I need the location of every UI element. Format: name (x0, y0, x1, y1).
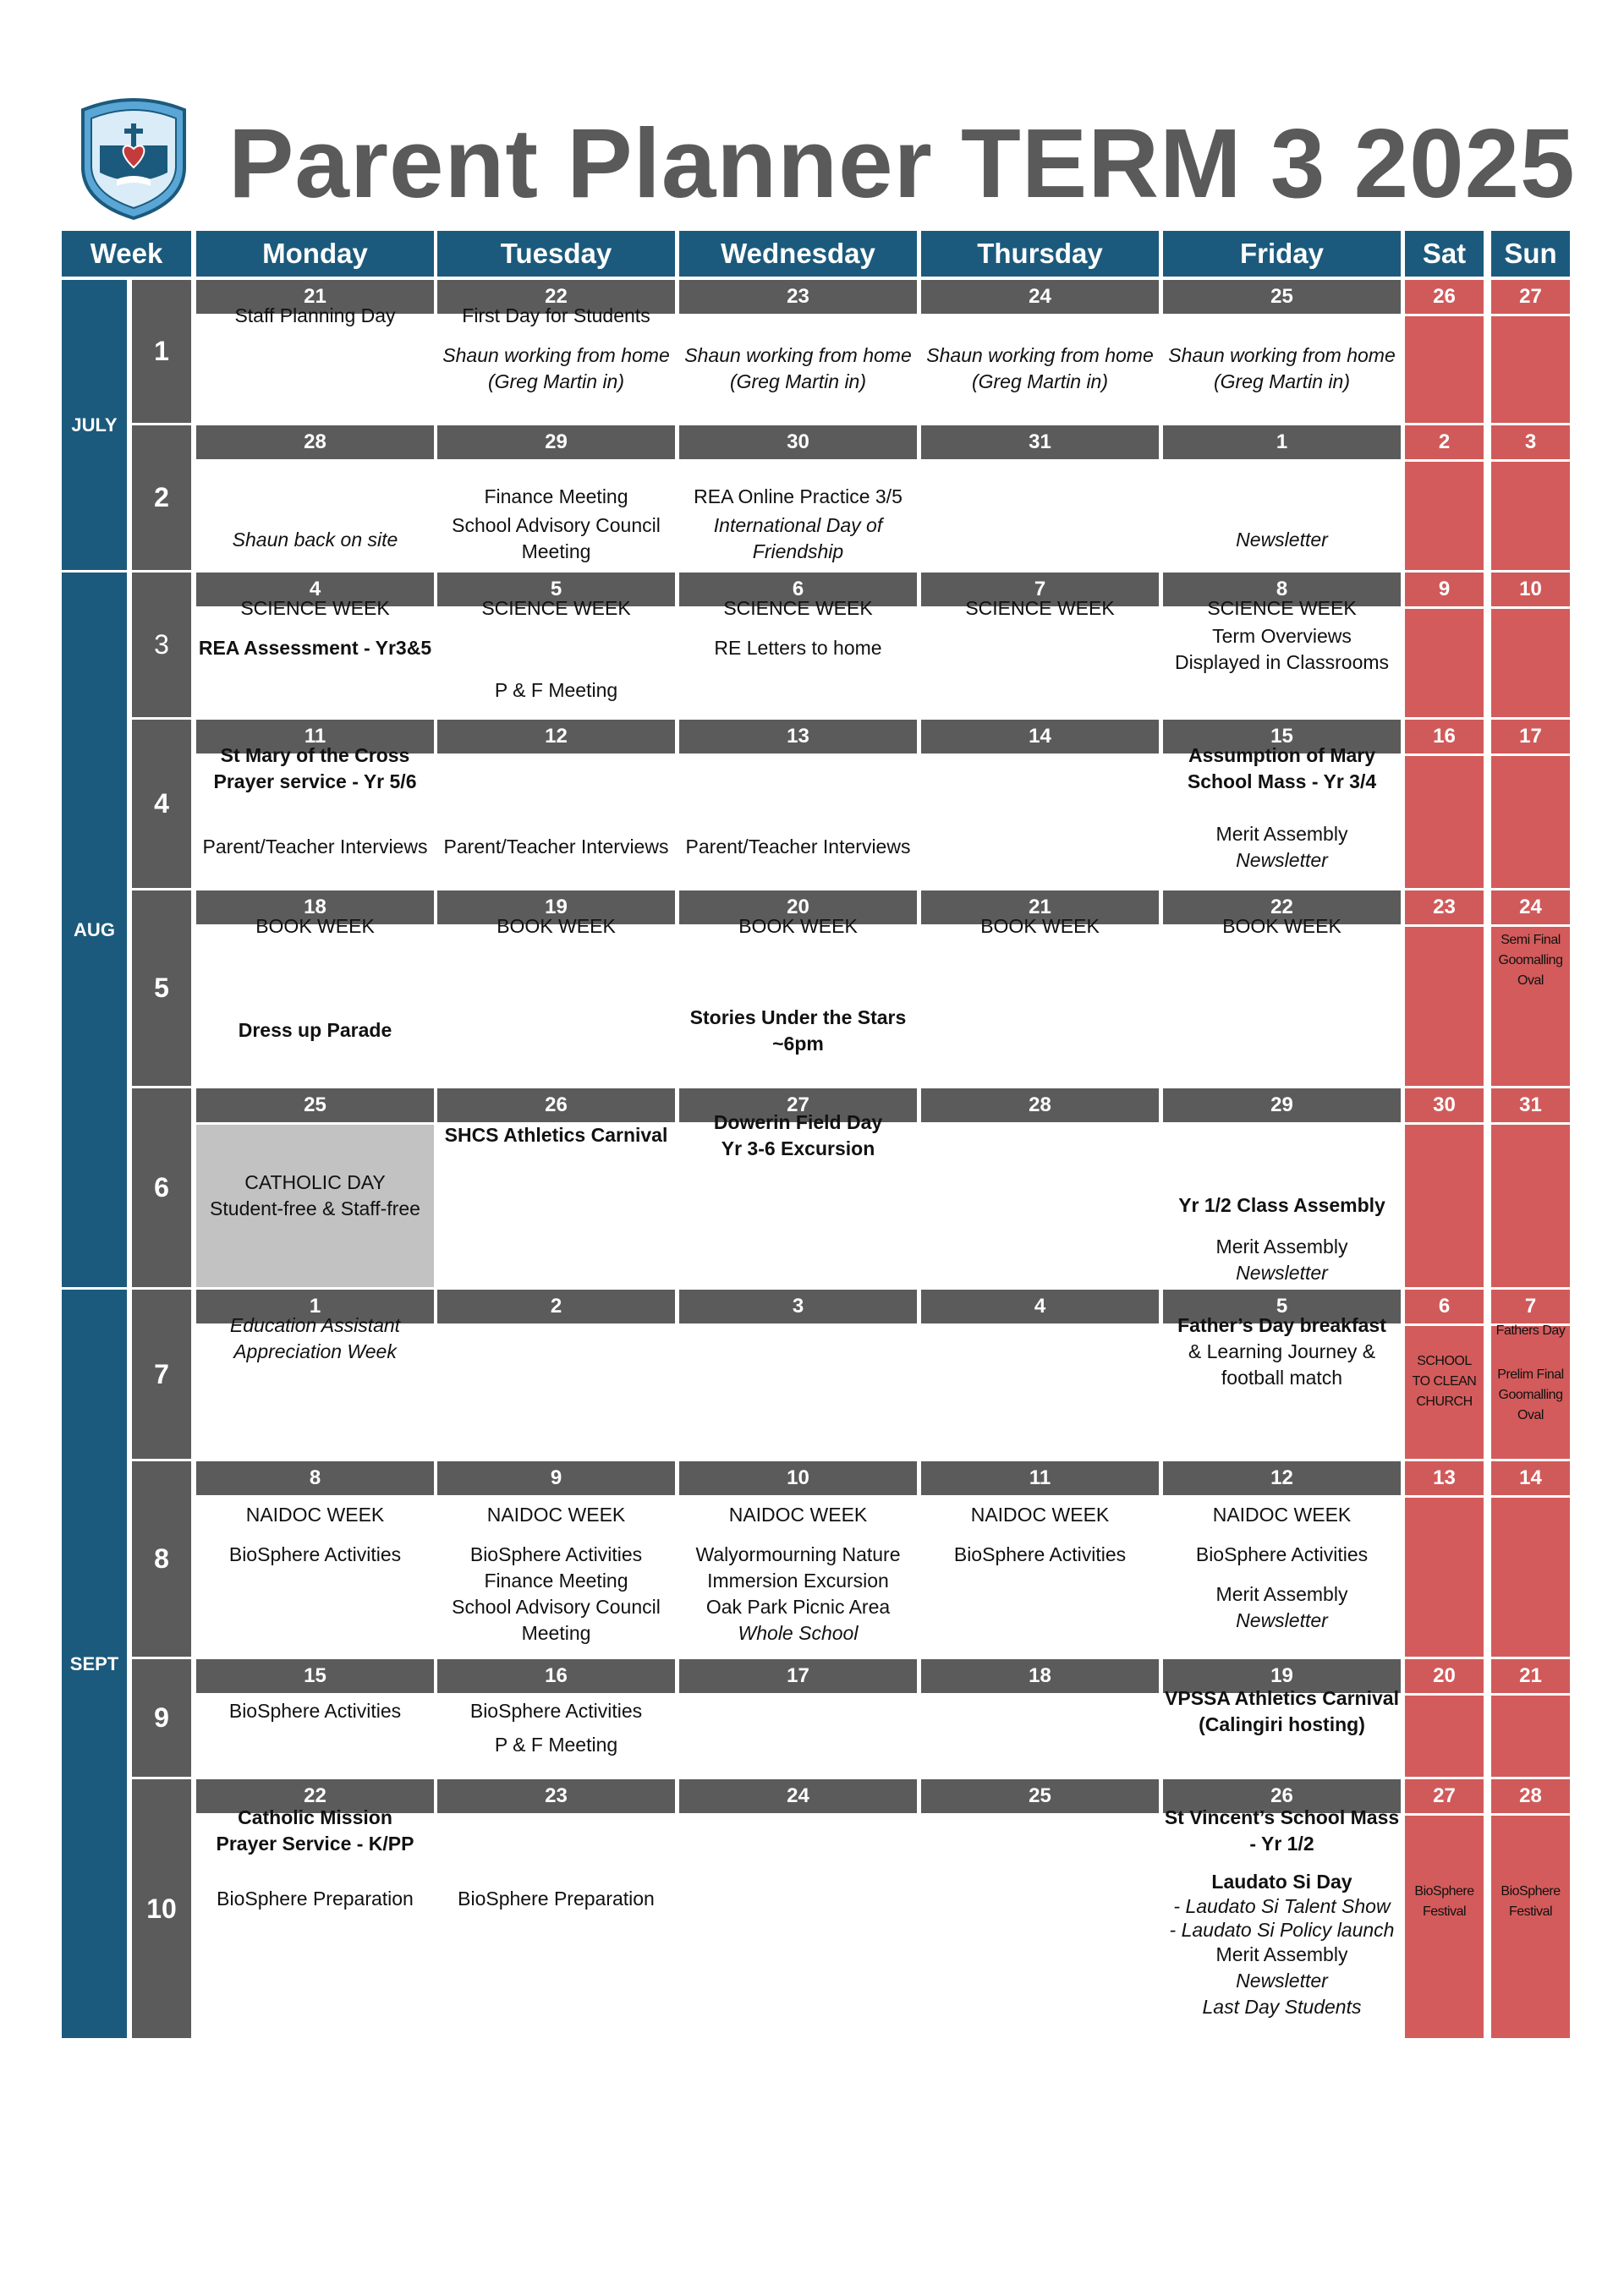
day-cell (679, 1816, 917, 2038)
day-cell (679, 1696, 917, 1777)
event-text: NAIDOC WEEK (970, 1504, 1110, 1526)
day-cell (1163, 316, 1401, 423)
event-text: NAIDOC WEEK (1212, 1504, 1352, 1526)
day-number: 26 (437, 1088, 675, 1122)
day-cell (679, 316, 917, 423)
event-text: Term Overviews (1212, 625, 1352, 647)
week-number: 1 (132, 280, 191, 423)
event-text: BioSphere Activities (228, 1543, 402, 1565)
event-text: (Calingiri hosting) (1199, 1713, 1365, 1735)
day-number: 31 (921, 425, 1159, 459)
event-text: BioSphere Activities (228, 1700, 402, 1722)
event-text: Finance Meeting (484, 1570, 628, 1592)
day-cell (437, 1326, 675, 1459)
day-number: 14 (921, 720, 1159, 753)
day-cell (196, 304, 434, 423)
day-number: 29 (1163, 1088, 1401, 1122)
event-text: & Learning Journey & (1188, 1340, 1376, 1362)
event-text: (Greg Martin in) (1213, 370, 1351, 392)
day-cell (196, 1498, 434, 1657)
day-number: 31 (1491, 1088, 1570, 1122)
event-text: (Greg Martin in) (729, 370, 867, 392)
day-cell (1163, 1806, 1401, 2038)
day-number: 22 (1163, 890, 1401, 924)
event-text: Friendship (752, 540, 844, 562)
day-number: 8 (196, 1461, 434, 1495)
event-text: Parent/Teacher Interviews (443, 836, 669, 858)
day-number: 3 (679, 1290, 917, 1323)
day-number: 27 (679, 1088, 917, 1122)
event-text: BioSphere Preparation (217, 1888, 414, 1910)
day-cell (1163, 1498, 1401, 1657)
day-cell (679, 597, 917, 717)
day-cell (921, 1696, 1159, 1777)
event-text: BioSphere Preparation (458, 1888, 655, 1910)
day-cell (196, 1696, 434, 1777)
day-number: 19 (1163, 1659, 1401, 1693)
week-number: 3 (132, 573, 191, 717)
day-number: 23 (679, 280, 917, 314)
event-text: TO CLEAN (1412, 1374, 1477, 1389)
day-number: 25 (1163, 280, 1401, 314)
event-text: - Yr 1/2 (1249, 1833, 1314, 1855)
day-number: 20 (1405, 1659, 1484, 1693)
event-text: football match (1221, 1367, 1343, 1389)
event-text: NAIDOC WEEK (245, 1504, 385, 1526)
event-text: Shaun working from home (684, 344, 912, 366)
day-cell (679, 1326, 917, 1459)
header-wednesday: Wednesday (679, 231, 917, 277)
day-number: 30 (1405, 1088, 1484, 1122)
day-number: 5 (1163, 1290, 1401, 1323)
day-number: 6 (679, 573, 917, 606)
day-number: 8 (1163, 573, 1401, 606)
event-text: BOOK WEEK (1222, 915, 1341, 937)
event-text: School Mass - Yr 3/4 (1187, 770, 1377, 792)
day-cell (1405, 1125, 1484, 1287)
event-text: Displayed in Classrooms (1174, 651, 1390, 673)
day-cell (679, 915, 917, 1086)
day-cell (1405, 927, 1484, 1086)
event-text: Merit Assembly (1215, 823, 1348, 845)
day-cell (196, 1125, 434, 1287)
day-number: 6 (1405, 1290, 1484, 1323)
day-number: 25 (921, 1779, 1159, 1813)
day-cell (1491, 316, 1570, 423)
event-text: NAIDOC WEEK (486, 1504, 626, 1526)
day-number: 24 (1491, 890, 1570, 924)
day-number: 2 (437, 1290, 675, 1323)
day-number: 28 (921, 1088, 1159, 1122)
day-cell (1405, 1326, 1484, 1459)
day-cell (1163, 1125, 1401, 1287)
day-number: 22 (437, 280, 675, 314)
day-cell (1163, 1314, 1401, 1459)
day-number: 16 (1405, 720, 1484, 753)
event-text: Prayer Service - K/PP (216, 1833, 414, 1855)
day-number: 17 (679, 1659, 917, 1693)
day-number: 13 (679, 720, 917, 753)
day-cell (1405, 1696, 1484, 1777)
day-cell (921, 1498, 1159, 1657)
event-text: RE Letters to home (714, 637, 882, 659)
day-cell (437, 462, 675, 570)
day-cell (1163, 1687, 1401, 1777)
event-text: (Greg Martin in) (971, 370, 1109, 392)
day-number: 27 (1405, 1779, 1484, 1813)
event-text: SCIENCE WEEK (1207, 597, 1357, 619)
day-number: 10 (679, 1461, 917, 1495)
week-number: 6 (132, 1088, 191, 1287)
month-label-july: JULY (62, 280, 127, 570)
page-title: Parent Planner TERM 3 2025 (228, 108, 1576, 218)
day-number: 28 (196, 425, 434, 459)
event-text: Yr 3-6 Excursion (721, 1137, 875, 1159)
day-cell (437, 1125, 675, 1287)
event-text: SCIENCE WEEK (723, 597, 873, 619)
event-text: Finance Meeting (484, 485, 628, 507)
day-number: 28 (1491, 1779, 1570, 1813)
event-text: - Laudato Si Talent Show (1173, 1895, 1391, 1917)
day-cell (679, 462, 917, 570)
event-text: Shaun working from home (442, 344, 670, 366)
day-number: 19 (437, 890, 675, 924)
event-text: SCIENCE WEEK (965, 597, 1115, 619)
day-number: 10 (1491, 573, 1570, 606)
event-text: Whole School (738, 1622, 859, 1644)
day-number: 25 (196, 1088, 434, 1122)
event-text: SCIENCE WEEK (240, 597, 390, 619)
day-number: 12 (1163, 1461, 1401, 1495)
day-number: 18 (196, 890, 434, 924)
event-text: Education Assistant (229, 1314, 401, 1336)
event-text: Yr 1/2 Class Assembly (1178, 1194, 1385, 1216)
event-text: SCHOOL (1417, 1354, 1472, 1368)
day-cell (196, 744, 434, 888)
event-text: Stories Under the Stars (689, 1006, 907, 1028)
day-number: 23 (437, 1779, 675, 1813)
day-cell (921, 316, 1159, 423)
day-number: 1 (1163, 425, 1401, 459)
day-number: 20 (679, 890, 917, 924)
event-text: Meeting (521, 540, 591, 562)
day-number: 21 (196, 280, 434, 314)
event-text: SCIENCE WEEK (481, 597, 631, 619)
event-text: ~6pm (772, 1033, 824, 1055)
event-text: VPSSA Athletics Carnival (1165, 1687, 1399, 1709)
day-cell (1491, 609, 1570, 717)
day-cell (1491, 927, 1570, 1086)
event-text: Shaun working from home (1168, 344, 1396, 366)
event-text: BOOK WEEK (255, 915, 375, 937)
header-tuesday: Tuesday (437, 231, 675, 277)
event-text: P & F Meeting (494, 1734, 618, 1756)
day-number: 13 (1405, 1461, 1484, 1495)
day-number: 15 (1163, 720, 1401, 753)
day-number: 11 (921, 1461, 1159, 1495)
day-cell (1405, 1498, 1484, 1657)
event-text: Oak Park Picnic Area (705, 1596, 891, 1618)
event-text: Dowerin Field Day (713, 1111, 883, 1133)
day-number: 17 (1491, 720, 1570, 753)
event-text: Merit Assembly (1215, 1943, 1348, 1965)
event-text: Catholic Mission (238, 1806, 392, 1828)
day-number: 23 (1405, 890, 1484, 924)
day-number: 16 (437, 1659, 675, 1693)
event-text: St Mary of the Cross (220, 744, 410, 766)
event-text: St Vincent’s School Mass (1164, 1806, 1400, 1828)
day-cell (1491, 1323, 1570, 1459)
day-number: 21 (921, 890, 1159, 924)
day-cell (1163, 915, 1401, 1086)
event-text: Last Day Students (1202, 1996, 1362, 2018)
event-text: Laudato Si Day (1211, 1871, 1352, 1893)
event-text: Prayer service - Yr 5/6 (213, 770, 417, 792)
event-text: BOOK WEEK (738, 915, 858, 937)
event-text: School Advisory Council (452, 1596, 661, 1618)
month-label-sept: SEPT (62, 1290, 127, 2038)
week-number: 2 (132, 425, 191, 570)
day-cell (921, 915, 1159, 1086)
day-cell (679, 1111, 917, 1287)
event-text: Immersion Excursion (707, 1570, 889, 1592)
day-number: 14 (1491, 1461, 1570, 1495)
week-number: 4 (132, 720, 191, 888)
day-cell (1405, 462, 1484, 570)
day-number: 1 (196, 1290, 434, 1323)
day-number: 29 (437, 425, 675, 459)
day-cell (196, 915, 434, 1086)
day-number: 12 (437, 720, 675, 753)
week-number: 7 (132, 1290, 191, 1459)
header-sat: Sat (1405, 231, 1484, 277)
week-number: 8 (132, 1461, 191, 1657)
event-text: Goomalling (1498, 953, 1563, 967)
day-cell (921, 1326, 1159, 1459)
header-thursday: Thursday (921, 231, 1159, 277)
day-cell (437, 304, 675, 423)
day-cell (196, 1314, 434, 1459)
event-text: Student-free & Staff-free (210, 1197, 420, 1219)
event-text: First Day for Students (462, 304, 650, 326)
event-text: Newsletter (1236, 1970, 1328, 1992)
day-cell (1405, 609, 1484, 717)
day-cell (1491, 1498, 1570, 1657)
event-text: Newsletter (1236, 529, 1328, 551)
event-text: BioSphere Activities (469, 1700, 643, 1722)
day-cell (1405, 316, 1484, 423)
event-text: Newsletter (1236, 1262, 1328, 1284)
event-text: Father’s Day breakfast (1177, 1314, 1386, 1336)
day-number: 9 (437, 1461, 675, 1495)
day-number: 18 (921, 1659, 1159, 1693)
day-cell (1491, 1125, 1570, 1287)
day-cell (196, 462, 434, 570)
event-text: Newsletter (1236, 849, 1328, 871)
day-cell (1491, 756, 1570, 888)
event-text: Assumption of Mary (1188, 744, 1376, 766)
event-text: Meeting (521, 1622, 591, 1644)
day-cell (437, 915, 675, 1086)
day-number: 3 (1491, 425, 1570, 459)
event-text: Fathers Day (1495, 1323, 1566, 1338)
day-number: 15 (196, 1659, 434, 1693)
day-cell (437, 1498, 675, 1657)
day-cell (1405, 1816, 1484, 2038)
event-text: CATHOLIC DAY (244, 1171, 386, 1193)
day-cell (1163, 597, 1401, 717)
header-week: Week (62, 231, 191, 277)
day-cell (1163, 462, 1401, 570)
event-text: International Day of (713, 514, 883, 536)
day-cell (921, 597, 1159, 717)
event-text: P & F Meeting (494, 679, 618, 701)
event-text: Newsletter (1236, 1609, 1328, 1631)
event-text: Parent/Teacher Interviews (685, 836, 911, 858)
week-number: 9 (132, 1659, 191, 1777)
event-text: BioSphere Activities (469, 1543, 643, 1565)
day-number: 27 (1491, 280, 1570, 314)
event-text: Walyormourning Nature (695, 1543, 901, 1565)
header-friday: Friday (1163, 231, 1401, 277)
day-number: 22 (196, 1779, 434, 1813)
header-sun: Sun (1491, 231, 1570, 277)
event-text: Semi Final (1501, 933, 1561, 947)
event-text: NAIDOC WEEK (728, 1504, 868, 1526)
event-text: Dress up Parade (238, 1019, 392, 1041)
day-number: 4 (196, 573, 434, 606)
event-text: Oval (1517, 973, 1544, 988)
header-monday: Monday (196, 231, 434, 277)
event-text: BioSphere (1414, 1884, 1474, 1899)
day-number: 7 (1491, 1290, 1570, 1323)
day-cell (196, 597, 434, 717)
day-number: 2 (1405, 425, 1484, 459)
day-number: 30 (679, 425, 917, 459)
event-text: - Laudato Si Policy launch (1169, 1919, 1395, 1941)
day-number: 11 (196, 720, 434, 753)
event-text: REA Assessment - Yr3&5 (198, 637, 432, 659)
day-cell (437, 756, 675, 888)
day-cell (921, 1125, 1159, 1287)
event-text: BOOK WEEK (980, 915, 1100, 937)
event-text: Shaun working from home (926, 344, 1154, 366)
event-text: Festival (1508, 1904, 1553, 1919)
day-cell (679, 756, 917, 888)
day-number: 26 (1163, 1779, 1401, 1813)
day-number: 24 (921, 280, 1159, 314)
event-text: Oval (1517, 1408, 1544, 1422)
day-cell (1491, 1816, 1570, 2038)
day-cell (1405, 756, 1484, 888)
day-cell (1491, 1696, 1570, 1777)
school-crest-logo (74, 95, 193, 222)
event-text: Festival (1422, 1904, 1467, 1919)
week-number: 10 (132, 1779, 191, 2038)
day-number: 9 (1405, 573, 1484, 606)
event-text: School Advisory Council (452, 514, 661, 536)
event-text: Goomalling (1498, 1388, 1563, 1402)
day-number: 7 (921, 573, 1159, 606)
event-text: Parent/Teacher Interviews (202, 836, 428, 858)
day-number: 24 (679, 1779, 917, 1813)
event-text: SHCS Athletics Carnival (444, 1124, 668, 1146)
day-number: 5 (437, 573, 675, 606)
event-text: BioSphere Activities (1195, 1543, 1369, 1565)
event-text: (Greg Martin in) (487, 370, 625, 392)
event-text: Staff Planning Day (234, 304, 396, 326)
week-number: 5 (132, 890, 191, 1086)
event-text: Appreciation Week (233, 1340, 397, 1362)
day-cell (921, 1816, 1159, 2038)
day-cell (921, 756, 1159, 888)
event-text: Merit Assembly (1215, 1236, 1348, 1258)
event-text: Merit Assembly (1215, 1583, 1348, 1605)
event-text: CHURCH (1416, 1395, 1473, 1409)
day-cell (1163, 744, 1401, 888)
day-number: 4 (921, 1290, 1159, 1323)
event-text: Shaun back on site (232, 529, 398, 551)
day-cell (921, 462, 1159, 570)
day-cell (196, 1806, 434, 2038)
day-cell (1491, 462, 1570, 570)
day-cell (679, 1498, 917, 1657)
day-cell (437, 597, 675, 717)
month-label-aug: AUG (62, 573, 127, 1287)
day-number: 21 (1491, 1659, 1570, 1693)
event-text: BOOK WEEK (497, 915, 616, 937)
event-text: BioSphere Activities (953, 1543, 1127, 1565)
event-text: Prelim Final (1497, 1367, 1564, 1382)
day-number: 26 (1405, 280, 1484, 314)
event-text: REA Online Practice 3/5 (694, 485, 903, 507)
day-cell (437, 1816, 675, 2038)
event-text: BioSphere (1501, 1884, 1561, 1899)
day-cell (437, 1696, 675, 1777)
